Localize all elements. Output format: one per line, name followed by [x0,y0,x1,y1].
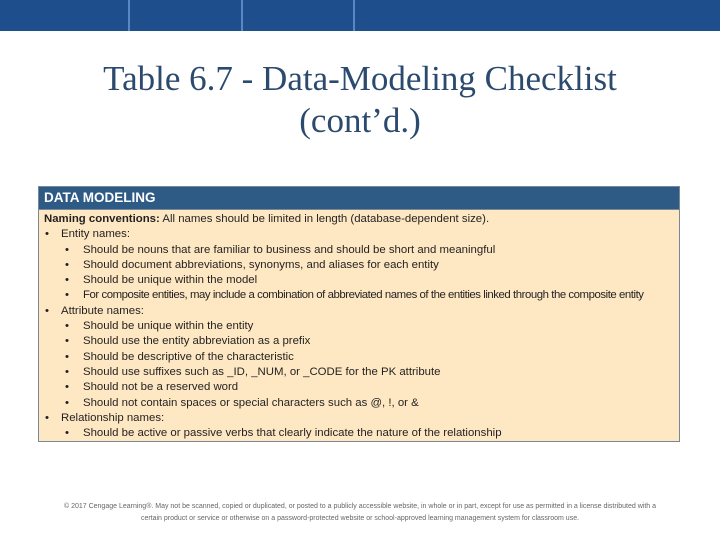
list-item-text: Should use suffixes such as _ID, _NUM, or _CODE for the PK attribute [83,365,441,378]
bullet-icon: • [65,365,69,378]
list-item [44,396,675,411]
bullet-icon: • [65,258,69,271]
list-item-text: Should document abbreviations, synonyms, and aliases for each entity [83,258,439,271]
bullet-icon: • [45,228,49,241]
list-item-text: Should be nouns that are familiar to business and should be short and meaningful [83,243,496,256]
list-item-text: For composite entities, may include a combination of abbreviated names of the entities linked through the composite entity [83,289,644,302]
list-item [44,273,675,288]
list-item [44,365,675,380]
copyright-line-1: © 2017 Cengage Learning®. May not be scanned, copied or duplicated, or posted to a publicly accessible website, in whole or in part, except for use as permitted in a license distributed with a [63,503,657,510]
list-item [44,426,675,441]
list-item [44,380,675,395]
list-item [44,288,675,303]
top-bar-segment [0,0,128,31]
list-item [44,319,675,334]
section-heading-entity [44,227,675,242]
bullet-icon: • [65,381,69,394]
section-heading-text: Relationship names: [61,411,165,424]
list-item-text: Should be active or passive verbs that clearly indicate the nature of the relationship [83,427,502,440]
bullet-icon: • [45,411,49,424]
slide-title [0,58,720,142]
list-item-text: Should be unique within the entity [83,320,254,333]
copyright-footer [30,501,690,525]
list-item-text: Should not be a reserved word [83,381,239,394]
slide-title-line-2: (cont’d.) [299,101,421,140]
bullet-icon: • [65,274,69,287]
top-bar-segment [355,0,720,31]
slide-title-line-1: Table 6.7 - Data-Modeling Checklist [103,59,617,98]
intro-label: Naming conventions: [44,213,160,225]
list-item [44,258,675,273]
table-header: DATA MODELING [39,187,679,210]
intro-line [44,212,675,227]
section-heading-relationship [44,411,675,426]
section-heading-text: Attribute names: [61,304,144,317]
list-item [44,243,675,258]
bullet-icon: • [65,335,69,348]
bullet-icon: • [65,350,69,363]
list-item [44,334,675,349]
bullet-icon: • [65,243,69,256]
top-bar-segment [130,0,241,31]
table-body [39,210,679,441]
bullet-icon: • [45,304,49,317]
bullet-icon: • [65,289,69,302]
copyright-line-2: certain product or service or otherwise on a password-protected website or school-approved learning management system for classroom use. [140,515,580,522]
section-heading-text: Entity names: [61,228,131,241]
bullet-icon: • [65,396,69,409]
bullet-icon: • [65,427,69,440]
list-item-text: Should be descriptive of the characteristic [83,350,294,363]
bullet-icon: • [65,320,69,333]
list-item [44,350,675,365]
section-heading-attribute [44,304,675,319]
top-decorative-bar [0,0,720,31]
intro-text: All names should be limited in length (database-dependent size). [162,213,490,225]
list-item-text: Should use the entity abbreviation as a prefix [83,335,311,348]
checklist-table [38,186,680,442]
list-item-text: Should be unique within the model [83,274,258,287]
list-item-text: Should not contain spaces or special characters such as @, !, or & [83,396,419,409]
top-bar-segment [243,0,353,31]
